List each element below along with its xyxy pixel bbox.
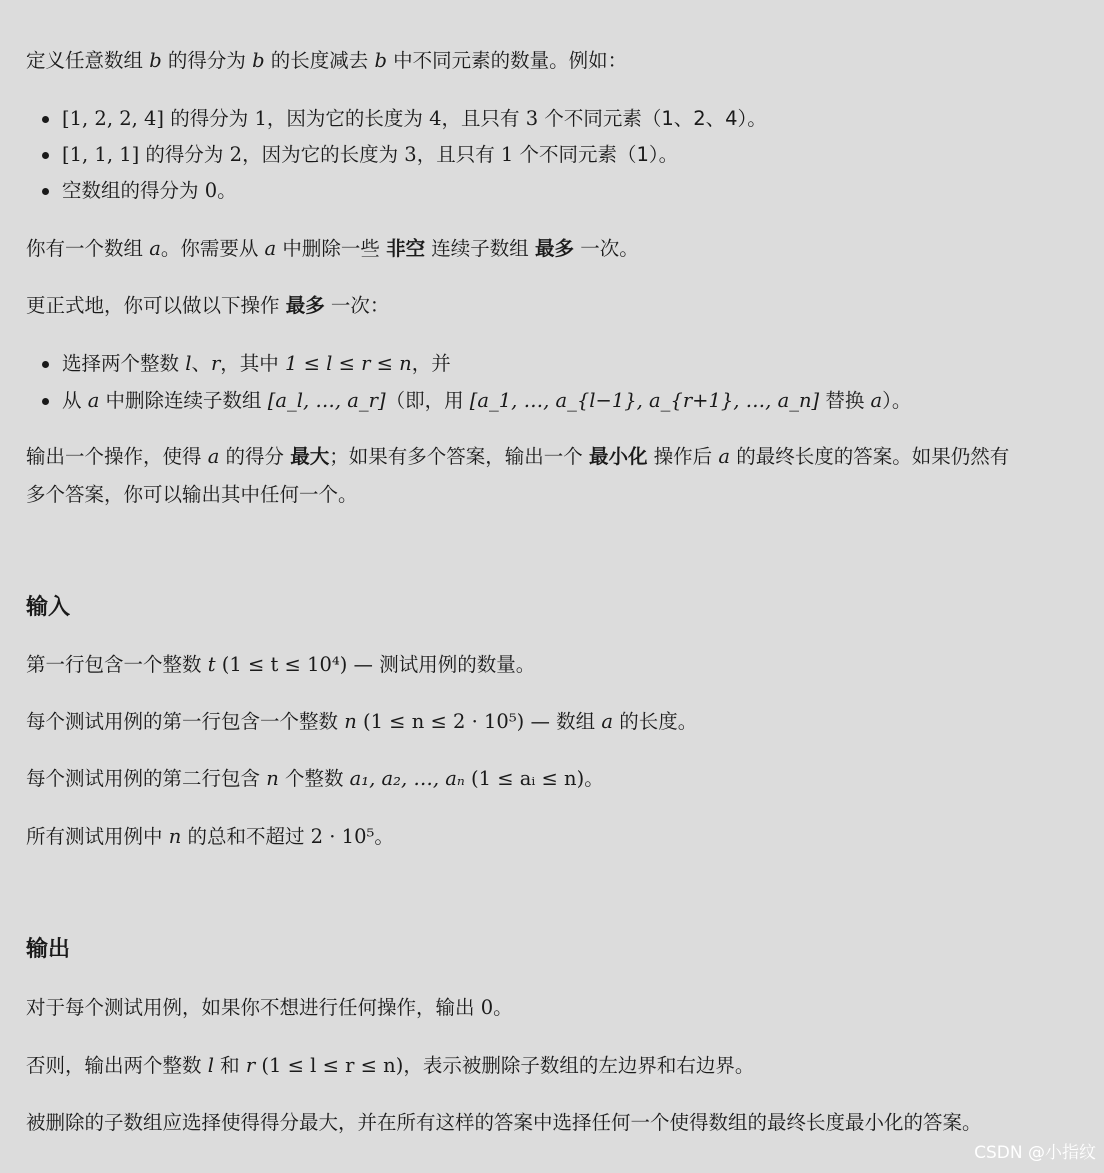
emphasis-minimize: 最小化: [588, 445, 648, 468]
formal-text: 一次：: [324, 294, 390, 317]
example-text: ，且只有: [441, 107, 526, 130]
var-a: a: [264, 237, 277, 260]
step-text: 中删除连续子数组: [99, 389, 268, 412]
rule-text: 操作后: [647, 445, 719, 468]
var-t: t: [207, 653, 216, 676]
var-a: a: [207, 445, 220, 468]
input-text: 每个测试用例的第二行包含: [26, 767, 267, 790]
step-text: ，其中: [220, 352, 285, 375]
var-r: r: [245, 1054, 256, 1077]
emphasis-max: 最大: [290, 445, 330, 468]
task-text: 你有一个数组: [26, 237, 150, 260]
input-text: — 数组: [524, 710, 602, 733]
formal-paragraph: [26, 294, 1078, 318]
example-text: 空数组的得分为: [62, 179, 205, 202]
input-text: 的总和不超过: [181, 825, 311, 848]
rule-text: 的得分: [219, 445, 291, 468]
input-text: 的长度。: [613, 710, 698, 733]
example-text: ，且只有: [416, 143, 501, 166]
example-item-2: [62, 143, 678, 167]
var-a: a: [601, 710, 614, 733]
example-text: ，因为它的长度为: [242, 143, 405, 166]
rule-text: 多个答案，你可以输出其中任何一个。: [26, 483, 358, 506]
example-number: 1: [254, 107, 267, 130]
input-text: 所有测试用例中: [26, 825, 169, 848]
step-text: 替换: [819, 389, 871, 412]
step-text: ）。: [882, 389, 912, 412]
csdn-watermark: CSDN @小指纹: [974, 1143, 1096, 1163]
task-text: 连续子数组: [425, 237, 536, 260]
var-b: b: [149, 49, 162, 72]
emphasis-at-most: 最多: [535, 237, 575, 260]
input-paragraph-4: [26, 825, 1078, 849]
rule-text: ；如果有多个答案，输出一个: [329, 445, 589, 468]
step-item-1: [62, 352, 451, 376]
task-text: 一次。: [574, 237, 639, 260]
task-text: 。你需要从: [160, 237, 265, 260]
step-text: 从: [62, 389, 88, 412]
sequence-math: a₁, a₂, …, aₙ: [349, 767, 465, 790]
var-n: n: [266, 767, 279, 790]
var-a: a: [870, 389, 883, 412]
example-text: 的得分为: [139, 143, 230, 166]
output-text: 和: [213, 1054, 246, 1077]
intro-text: 的得分为: [161, 49, 253, 72]
var-a: a: [149, 237, 161, 260]
example-text: 。: [217, 179, 237, 202]
output-text: 被删除的子数组应选择使得得分最大，并在所有这样的答案中选择任何一个使得数组的最终长度最小化的答案。: [26, 1111, 982, 1134]
step-text: （即，用: [385, 389, 470, 412]
constraint-math: (1 ≤ l ≤ r ≤ n): [261, 1054, 404, 1077]
example-item-1: [62, 107, 767, 131]
subarray-math: [a_l, …, a_r]: [267, 389, 386, 412]
step-text: 、: [191, 352, 211, 375]
example-text: 的得分为: [164, 107, 255, 130]
task-text: 中删除一些: [276, 237, 387, 260]
var-a: a: [87, 389, 100, 412]
rule-text: 的最终长度的答案。如果仍然有: [730, 445, 1010, 468]
task-paragraph: [26, 237, 1078, 261]
output-rule-line-2: [26, 483, 1078, 507]
intro-text: 定义任意数组: [26, 49, 150, 72]
output-paragraph-1: [26, 996, 1078, 1020]
output-rule-line-1: [26, 445, 1078, 469]
rule-text: 输出一个操作，使得: [26, 445, 208, 468]
example-text: 个不同元素（1、2、4）。: [538, 107, 767, 130]
input-text: 第一行包含一个整数: [26, 653, 208, 676]
constraint-math: (1 ≤ t ≤ 10⁴): [221, 653, 348, 676]
intro-text: 中不同元素的数量。例如：: [386, 49, 628, 72]
constraint-math: (1 ≤ aᵢ ≤ n): [470, 767, 585, 790]
example-array: [1, 1, 1]: [62, 143, 140, 166]
var-a: a: [718, 445, 731, 468]
example-number: 2: [229, 143, 243, 166]
emphasis-nonempty: 非空: [386, 237, 426, 260]
constraint-math: 2 · 10⁵: [310, 825, 375, 848]
output-text: 否则，输出两个整数: [26, 1054, 208, 1077]
constraint-math: 1 ≤ l ≤ r ≤ n: [285, 352, 412, 375]
output-paragraph-3: [26, 1111, 1078, 1135]
example-text: 个不同元素（1）。: [513, 143, 679, 166]
var-n: n: [168, 825, 182, 848]
var-b: b: [252, 49, 265, 72]
input-text: 个整数: [278, 767, 350, 790]
step-text: ，并: [411, 352, 451, 375]
var-r: r: [210, 352, 221, 375]
output-text: 。: [493, 996, 513, 1019]
input-text: — 测试用例的数量。: [347, 653, 536, 676]
constraint-math: (1 ≤ n ≤ 2 · 10⁵): [362, 710, 525, 733]
output-paragraph-2: [26, 1054, 1078, 1078]
input-text: 。: [584, 767, 604, 790]
var-b: b: [374, 49, 387, 72]
example-number: 4: [429, 107, 442, 130]
example-text: ，因为它的长度为: [266, 107, 430, 130]
output-heading: 输出: [26, 937, 71, 962]
example-number: 1: [500, 143, 514, 166]
input-text: 每个测试用例的第一行包含一个整数: [26, 710, 345, 733]
intro-text: 的长度减去: [264, 49, 375, 72]
input-paragraph-1: [26, 653, 1078, 677]
example-number: 3: [404, 143, 417, 166]
var-n: n: [344, 710, 357, 733]
example-item-3: [62, 179, 237, 203]
formal-text: 更正式地，你可以做以下操作: [26, 294, 286, 317]
var-l: l: [185, 352, 192, 375]
input-paragraph-2: [26, 710, 1078, 734]
example-number: 0: [204, 179, 218, 202]
input-paragraph-3: [26, 767, 1078, 791]
var-l: l: [207, 1054, 214, 1077]
intro-paragraph: [26, 49, 1078, 73]
input-heading: 输入: [26, 595, 71, 620]
input-text: 。: [374, 825, 394, 848]
output-number: 0: [480, 996, 494, 1019]
example-number: 3: [525, 107, 539, 130]
output-text: 对于每个测试用例，如果你不想进行任何操作，输出: [26, 996, 481, 1019]
emphasis-at-most: 最多: [285, 294, 325, 317]
replacement-math: [a_1, …, a_{l−1}, a_{r+1}, …, a_n]: [469, 389, 820, 412]
step-text: 选择两个整数: [62, 352, 186, 375]
step-item-2: [62, 389, 911, 413]
example-array: [1, 2, 2, 4]: [62, 107, 165, 130]
output-text: ，表示被删除子数组的左边界和右边界。: [403, 1054, 755, 1077]
